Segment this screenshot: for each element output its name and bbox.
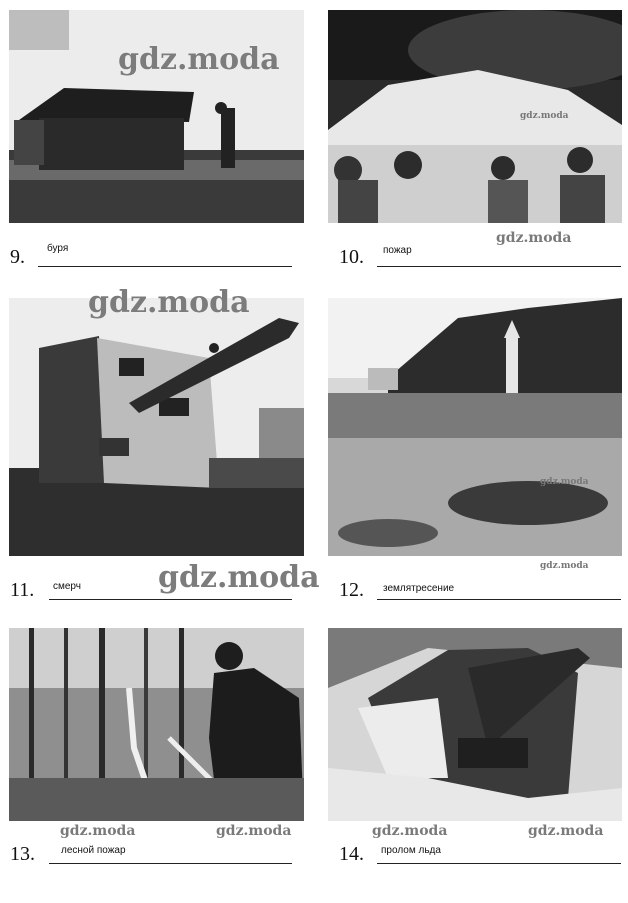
answer-text: землятресение [383,583,455,594]
watermark: gdz.moda [496,230,572,246]
answer-text: лесной пожар [61,845,126,856]
photo-earthquake [328,298,622,556]
answer-text: пролом льда [381,845,441,856]
watermark: gdz.moda [372,823,448,839]
watermark: gdz.moda [528,823,604,839]
answer-line [377,863,621,864]
photo-fire [328,10,622,223]
watermark: gdz.moda [158,560,320,595]
item-number: 11. [10,579,35,601]
answer-line [49,863,292,864]
answer-line [49,599,292,600]
watermark: gdz.moda [540,477,589,487]
item-number: 9. [10,246,25,268]
answer-line [38,266,292,267]
answer-line [377,599,621,600]
watermark: gdz.moda [540,561,589,571]
watermark: gdz.moda [520,111,569,121]
answer-text: пожар [383,245,412,256]
item-number: 10. [339,246,364,268]
item-number: 14. [339,843,364,865]
answer-text: смерч [53,581,81,592]
watermark: gdz.moda [60,823,136,839]
photo-forest-fire [9,628,304,821]
photo-tornado [9,298,304,556]
item-number: 13. [10,843,35,865]
photo-ice-breach [328,628,622,821]
watermark: gdz.moda [88,285,250,320]
answer-line [377,266,621,267]
answer-text: буря [47,243,69,254]
item-number: 12. [339,579,364,601]
watermark: gdz.moda [216,823,292,839]
watermark: gdz.moda [118,42,280,77]
